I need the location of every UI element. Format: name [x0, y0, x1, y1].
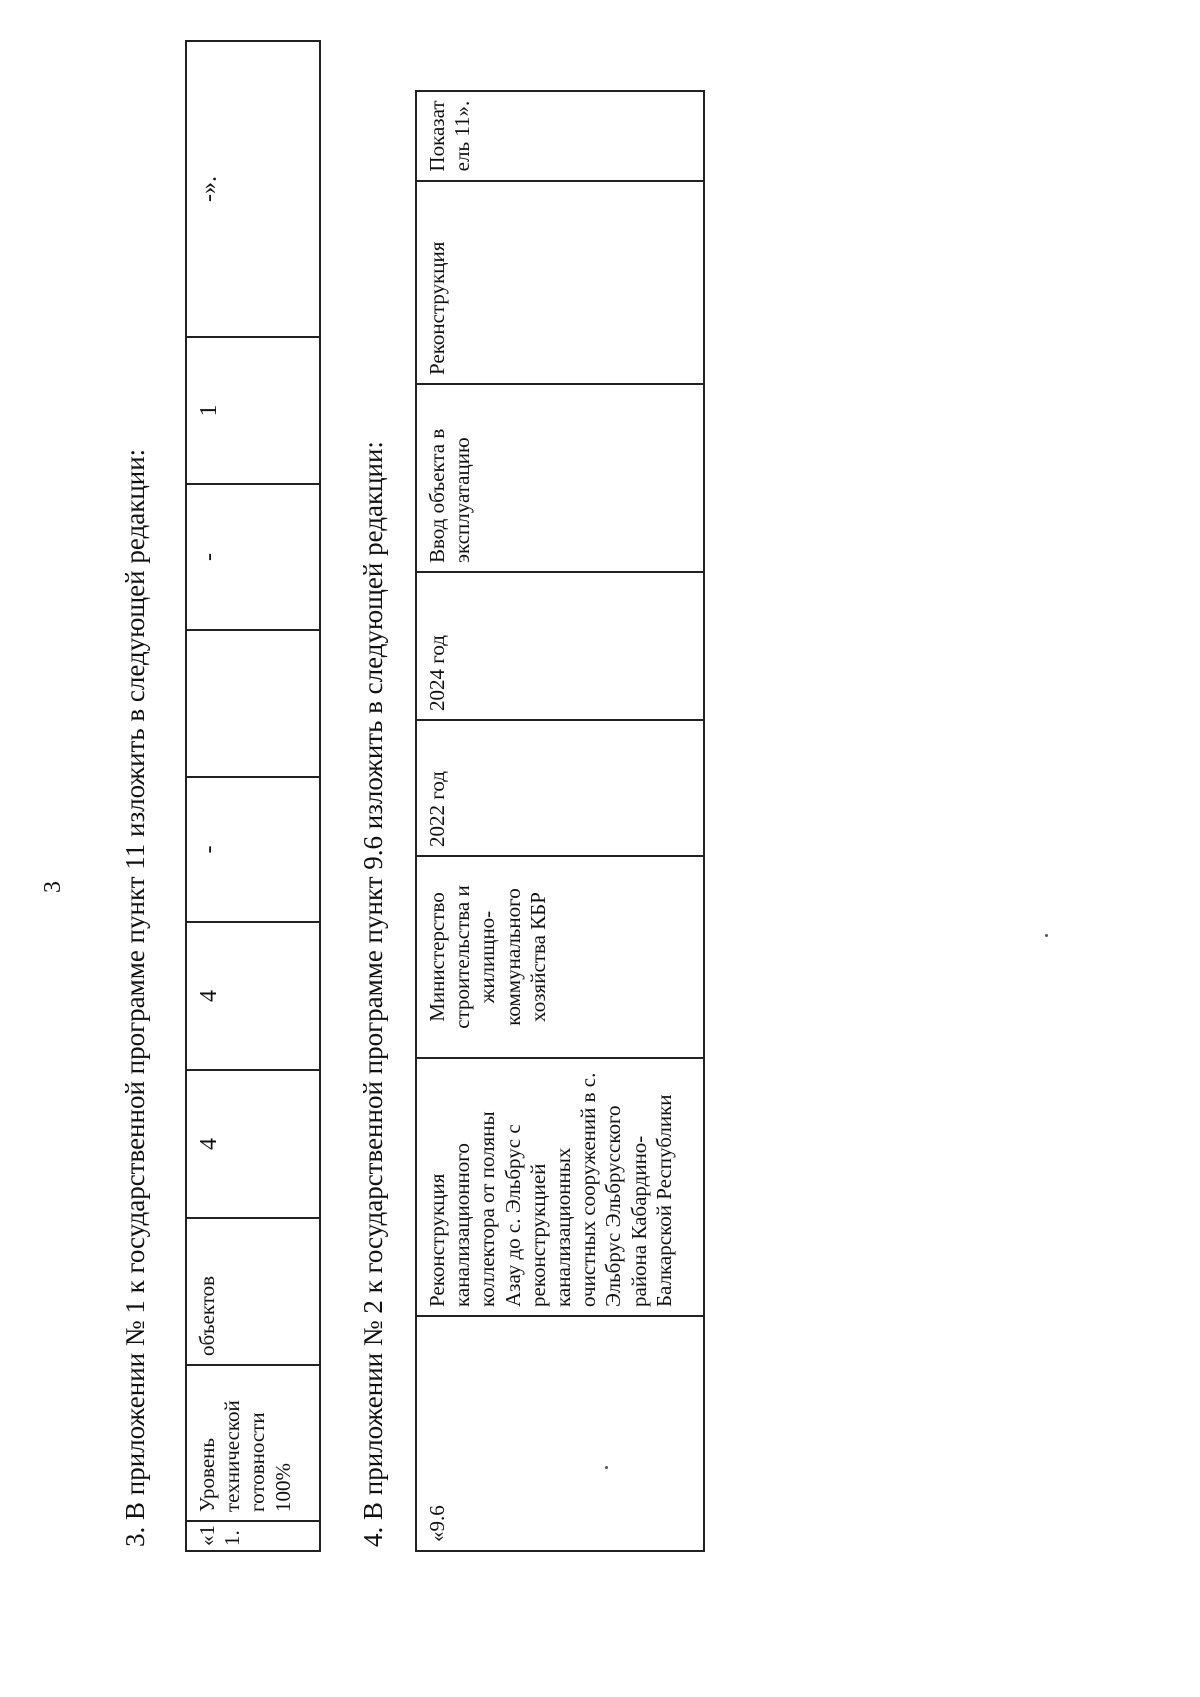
scan-speck: [1045, 934, 1048, 937]
table-row: [186, 41, 320, 1551]
indicator-name: Уровень технической готовности 100%: [186, 1365, 320, 1521]
table-item-11: [185, 40, 321, 1552]
value-cell: [186, 630, 320, 777]
object-name: Реконструкция канализационного коллектора от поляны Азау до с. Эльбрус с реконструкцией канализационных очистных сооружений в с. Эльбрус Эльбрусского района Кабардино-Балкарской Республики: [416, 1058, 704, 1316]
indicator-link-cell: Показатель 11».: [416, 91, 704, 181]
result-cell: Ввод объекта в эксплуатацию: [416, 384, 704, 572]
page-number: 3: [40, 881, 66, 893]
executor-cell: Министерство строительства и жилищно-коммунального хозяйства КБР: [416, 856, 704, 1058]
value-cell: 4: [186, 922, 320, 1070]
scan-speck: [605, 1466, 608, 1469]
type-cell: Реконструкция: [416, 181, 704, 384]
row-number: «11.: [186, 1521, 320, 1551]
table-row: [416, 91, 704, 1551]
section-3-heading: 3. В приложении № 1 к государственной программе пункт 11 изложить в следующей редакции:: [120, 448, 150, 1547]
end-year-cell: 2024 год: [416, 572, 704, 720]
value-cell: 4: [186, 1070, 320, 1218]
section-4-heading: 4. В приложении № 2 к государственной программе пункт 9.6 изложить в следующей редакции:: [358, 441, 388, 1547]
value-cell: -: [186, 484, 320, 630]
value-cell: -: [186, 777, 320, 922]
unit-cell: объектов: [186, 1218, 320, 1365]
value-cell: -».: [186, 41, 320, 337]
start-year-cell: 2022 год: [416, 720, 704, 856]
row-number: «9.6: [416, 1316, 704, 1551]
table-item-9-6: [415, 90, 705, 1552]
value-cell: 1: [186, 337, 320, 484]
